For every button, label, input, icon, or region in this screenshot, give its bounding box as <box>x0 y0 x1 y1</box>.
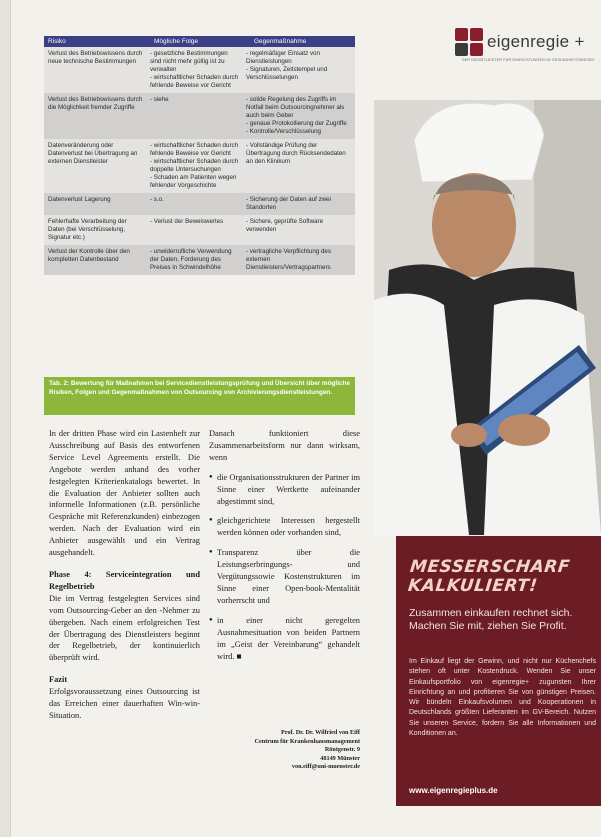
table-row <box>44 193 355 215</box>
article-column-1 <box>49 428 200 722</box>
measure-item: - genaue Protokollierung der Zugriffe <box>246 120 347 127</box>
cell-consequence <box>146 142 242 190</box>
logo-square <box>470 43 483 56</box>
list-item: ● die Organisationsstrukturen der Partner im Sinne einer Wertkette aufeinander abgestimmt sind, <box>209 472 360 508</box>
article-column-2 <box>209 428 360 670</box>
cell-risk: Verlust der Kontrolle über den kompletten Datenbestand <box>48 248 130 263</box>
cell-risk: Fehlerhafte Verarbeitung der Daten (bei Verschlüsselung, Signatur etc.) <box>48 218 127 241</box>
table-row <box>44 215 355 245</box>
cell-risk: Verlust des Betriebswissens durch die Möglichkeit fremder Zugriffe <box>48 96 143 111</box>
author-signature <box>209 729 360 772</box>
header-risk: Risiko <box>48 37 66 45</box>
chef-photo <box>374 100 601 535</box>
paragraph: Danach funktioniert diese Zusammenarbeitsform nur dann wirksam, wenn <box>209 429 360 462</box>
header-consequence: Mögliche Folge <box>154 37 199 45</box>
measure-item: - vertragliche Verpflichtung des externen Dienstleisters/Vertragspartners <box>246 248 331 271</box>
cell-risk: Datenverlust Lagerung <box>48 196 111 203</box>
measure-item: - Vollständige Prüfung der Übertragung durch Rücksendedaten an den Klinikum <box>246 142 346 165</box>
measure-item: - regelmäßiger Einsatz von Dienstleistungen <box>246 50 320 65</box>
measure-item: - Sicherung der Daten auf zwei Standorten <box>246 196 331 211</box>
cell-risk: Verlust des Betriebswissens durch neue technische Bestimmungen <box>48 50 143 65</box>
consequence-item: - Verlust der Beweiswertes <box>150 218 224 225</box>
consequence-item: - wirtschaftlicher Schaden durch fehlende Beweise vor Gericht <box>150 142 239 157</box>
logo-square <box>455 43 468 56</box>
page-edge <box>0 0 11 837</box>
list-item: ● in einer nicht geregelten Ausnahmesituation von beiden Partnern im „Geist der Vereinbarung“ gehandelt wird. ■ <box>209 615 360 663</box>
logo-mark-icon <box>455 28 483 56</box>
consequence-item: - s.o. <box>150 196 164 203</box>
ad-subtitle: Zusammen einkaufen rechnet sich. Machen Sie mit, ziehen Sie Profit. <box>409 607 573 632</box>
author-email[interactable]: von.eiff@uni-muenster.de <box>291 763 360 770</box>
brand-logo <box>455 28 585 56</box>
list-item: ● gleichgerichtete Interessen hergestellt werden können oder vorhanden sind, <box>209 515 360 539</box>
list-item: ● Transparenz über die Leistungserbringungs- und Vergütungssowie Kostenstrukturen im Sinne einer Open-book-Mentalität vorherrscht und <box>209 547 360 607</box>
cell-consequence <box>146 218 242 242</box>
ad-website-link[interactable]: www.eigenregieplus.de <box>409 786 498 795</box>
consequence-item: - wirtschaftlicher Schaden durch doppelte Untersuchungen <box>150 158 239 173</box>
section-heading: Phase 4: Serviceintegration und Regelbetrieb <box>49 569 200 591</box>
cell-measure <box>242 218 355 242</box>
consequence-item: - gesetzliche Bestimmungen sind nicht mehr gültig ist zu verwalten <box>150 50 228 73</box>
table-row <box>44 47 355 93</box>
logo-square <box>470 28 483 41</box>
risk-table <box>44 36 355 275</box>
advertisement-box <box>396 536 601 806</box>
cell-consequence <box>146 50 242 90</box>
table-row <box>44 93 355 139</box>
measure-item: - Sichere, geprüfte Software verwenden <box>246 218 324 233</box>
paragraph: In der dritten Phase wird ein Lastenheft zur Ausschreibung auf Basis des entworfenen Service Level Agreements erstellt. Die Angebote werden anhand des vorher festgelegten Kriterienkatalogs bewertet. In die Evaluation der Anbieter sollten auch informelle Informationen (z.B. persönliche Gespräche mit Referenzkunden) einbezogen werden. Nach der Evaluation wird ein Anbieter ausgewählt und ein Vertrag ausgehandelt. <box>49 429 200 558</box>
chef-illustration <box>374 100 601 535</box>
author-name: Prof. Dr. Dr. Wilfried von Eiff <box>281 729 360 736</box>
cell-measure <box>242 196 355 212</box>
cell-measure <box>242 248 355 272</box>
table-header <box>44 36 355 47</box>
header-measure: Gegenmaßnahme <box>254 37 307 45</box>
author-city: 48149 Münster <box>320 754 360 762</box>
author-street: Röntgenstr. 9 <box>324 746 360 753</box>
section-heading: Fazit <box>49 675 68 685</box>
paragraph: Die im Vertrag festgelegten Services sind vom Outsourcing-Geber an den -Nehmer zu übergeben. Nach einem erfolgreichen Test der Übertragung des Dienstleisters beginnt der Regelbetrieb, der kontinuierlich überprüft wird. <box>49 593 200 663</box>
paragraph: Erfolgsvoraussetzung eines Outsourcing ist das Erreichen einer dauerhaften Win-win-Situation. <box>49 687 200 720</box>
table-row <box>44 139 355 193</box>
cell-measure <box>242 50 355 90</box>
consequence-item: - Schaden am Patienten wegen fehlender Vorgeschichte <box>150 174 237 189</box>
cell-consequence <box>146 96 242 136</box>
measure-item: - Kontrolle/Verschlüsselung <box>246 128 321 135</box>
logo-tagline: DER DIENSTLEISTER FÜR EINRICHTUNGEN IM GESUNDHEITSWESEN <box>462 58 595 62</box>
cell-risk: Datenveränderung oder Datenverlust bei Übertragung an externen Dienstleister <box>48 142 138 165</box>
table-caption: Tab. 2: Bewertung für Maßnahmen bei Servicedienstleistungsprüfung und Übersicht über mögliche Risiken, Folgen und Gegenmaßnahmen von Outsourcing von Archivierungsdienstleistungen. <box>44 377 355 415</box>
table-body <box>44 47 355 275</box>
cell-measure <box>242 96 355 136</box>
logo-square <box>455 28 468 41</box>
ad-headline: MESSERSCHARF KALKULIERT! <box>407 557 572 596</box>
measure-item: - solide Regelung des Zugriffs im Notfall beim Outsourcingnehmer als auch beim Geber <box>246 96 345 119</box>
cell-consequence <box>146 248 242 272</box>
logo-wordmark: eigenregie + <box>487 32 585 51</box>
cell-consequence <box>146 196 242 212</box>
cell-measure <box>242 142 355 190</box>
bullet-list <box>209 472 360 663</box>
measure-item: - Signaturen, Zeitstempel und Verschlüsselungen <box>246 66 328 81</box>
author-org: Centrum für Krankenhausmanagement <box>254 737 360 745</box>
ad-body-text: Im Einkauf liegt der Gewinn, und nicht nur Küchenchefs stehen oft unter Kostendruck. Wenden Sie unser Einkaufsportfolio von eigenregie+ zugunsten Ihrer Einrichtung an und profitieren Sie von günstigen Preisen. Wir bündeln Einkaufsvolumen und Kooperationen in Deutschlands größten Lieferanten im GV-Bereich. Nutzen Sie unseren Service, fordern Sie alle Informationen und Konditionen an. <box>409 658 596 738</box>
consequence-item: - wirtschaftlicher Schaden durch fehlende Beweise vor Gericht <box>150 74 239 89</box>
table-row <box>44 245 355 275</box>
consequence-item: - siehe <box>150 96 169 103</box>
consequence-item: - unwiderrufliche Verwendung der Daten, Forderung des Preises in Schwindelhöhe <box>150 248 232 271</box>
